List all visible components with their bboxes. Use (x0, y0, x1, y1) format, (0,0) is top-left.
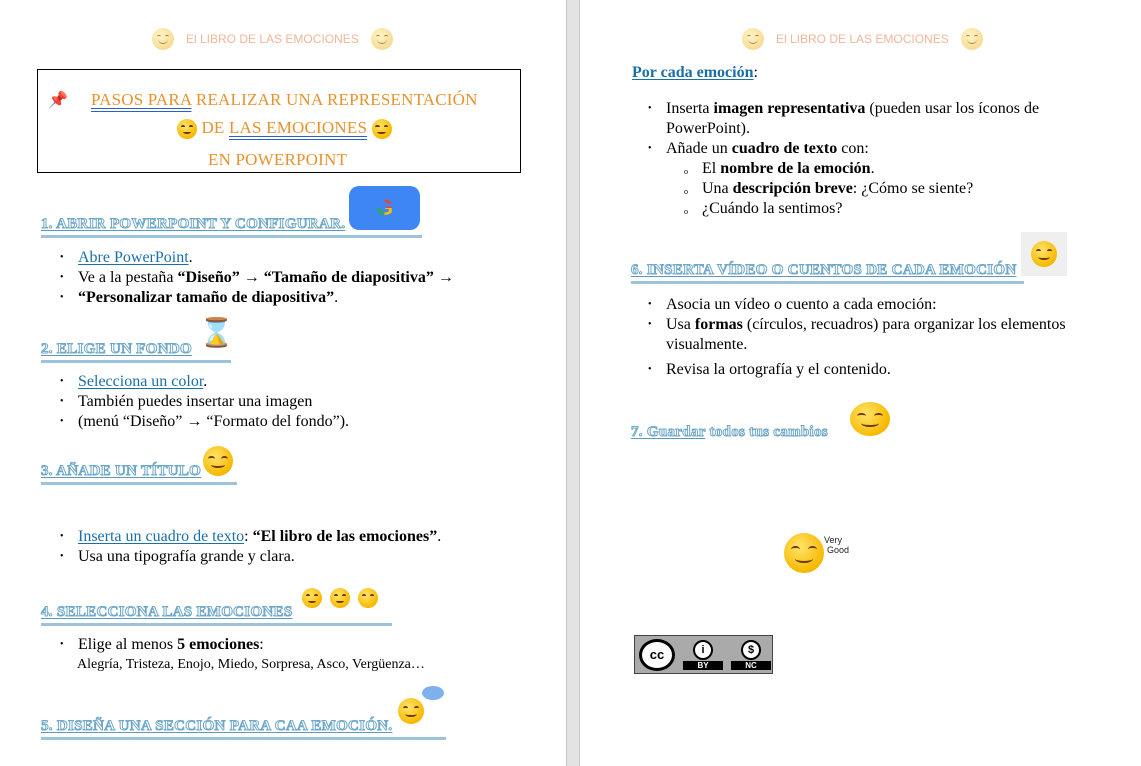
sub-list-item: o Una descripción breve: ¿Cómo se siente? (684, 179, 1098, 199)
surprised-face-icon (358, 588, 378, 608)
smiley-icon (961, 28, 983, 50)
por-cada-emocion-link[interactable]: Por cada emoción (632, 64, 754, 81)
section-heading-6: 6. INSERTA VÍDEO O CUENTOS DE CADA EMOCIÓN (631, 262, 1024, 284)
section-6-list (648, 295, 1118, 380)
list-item: • Inserta imagen representativa (pueden usar los íconos de PowerPoint). (648, 99, 1098, 139)
sub-list-item: o El nombre de la emoción. (684, 159, 1098, 179)
section-4-list (60, 635, 540, 675)
title-line-2: DE LAS EMOCIONES (177, 118, 392, 139)
selecciona-color-link[interactable]: Selecciona un color (78, 373, 204, 390)
list-item: • Inserta un cuadro de texto: “El libro de las emociones”. (60, 527, 540, 547)
hourglass-icon: ⌛ (199, 318, 234, 349)
running-header (742, 28, 983, 50)
cc-nc-icon: $ NC (731, 640, 771, 670)
list-item: • Abre PowerPoint. (60, 248, 540, 268)
list-item: • Añade un cuadro de texto con: o El nombre de la emoción. o Una descripción breve: ¿Cómo se siente? o ¿Cuándo la sentimos? (648, 139, 1098, 219)
section-heading-5: 5. DISEÑA UNA SECCIÓN PARA CAA EMOCIÓN. (41, 718, 446, 740)
section-2-list (60, 372, 540, 432)
section-3-list (60, 527, 540, 567)
list-item: • También puedes insertar una imagen (60, 392, 540, 412)
list-item: • “Personalizar tamaño de diapositiva”. (60, 288, 540, 308)
pushpin-icon: 📌 (48, 92, 68, 109)
relieved-face-icon (330, 588, 350, 608)
section-heading-1: 1. ABRIR POWERPOINT Y CONFIGURAR. (41, 216, 422, 238)
emotion-list: Alegría, Tristeza, Enojo, Miedo, Sorpresa, Asco, Vergüenza… (77, 657, 425, 672)
list-item: • Ve a la pestaña “Diseño” → “Tamaño de diapositiva” → (60, 268, 540, 288)
smiley-icon (742, 28, 764, 50)
abre-powerpoint-link[interactable]: Abre PowerPoint (78, 249, 189, 266)
very-good-label: Very Good (824, 535, 850, 555)
list-item: • Selecciona un color. (60, 372, 540, 392)
sub-list-item: o ¿Cuándo la sentimos? (684, 199, 1098, 219)
section-heading-7: 7. Guardar todos tus cambios (631, 424, 851, 446)
list-item: • Revisa la ortografía y el contenido. (648, 360, 1118, 380)
page-separator (566, 0, 580, 766)
emotion-section-list (648, 99, 1098, 219)
section-heading-3: 3. AÑADE UN TÍTULO (41, 463, 237, 485)
pleading-face-icon (302, 588, 322, 608)
smiley-icon (177, 119, 197, 139)
list-item: • (menú “Diseño” → “Formato del fondo”). (60, 412, 540, 432)
smiley-icon (371, 28, 393, 50)
thumbs-up-face-icon (850, 402, 890, 436)
smiley-icon (203, 446, 233, 476)
list-item: • Usa formas (círculos, recuadros) para organizar los elementos visualmente. (648, 315, 1118, 355)
section-heading-2: 2. ELIGE UN FONDO (41, 341, 231, 363)
section-1-list (60, 248, 540, 308)
running-header (152, 28, 393, 50)
title-box (37, 69, 521, 173)
smiley-icon (152, 28, 174, 50)
thinking-face-icon (398, 686, 446, 728)
winking-ok-face-icon (1021, 232, 1067, 276)
creative-commons-badge (634, 635, 773, 674)
title-line-1: PASOS PARA REALIZAR UNA REPRESENTACIÓN (91, 90, 478, 109)
inserta-cuadro-link[interactable]: Inserta un cuadro de texto (78, 528, 245, 545)
title-line-3: EN POWERPOINT (208, 150, 348, 169)
list-item: • Asocia un vídeo o cuento a cada emoción: (648, 295, 1118, 315)
document-page-left (0, 0, 566, 766)
cc-by-icon: i BY (683, 640, 723, 670)
very-good-smiley-icon (784, 533, 824, 573)
intro-line: Por cada emoción: (632, 64, 758, 81)
sub-list (684, 159, 1098, 219)
cc-icon: cc (639, 639, 675, 671)
google-apps-icon: G (349, 186, 420, 230)
list-item: • Elige al menos 5 emociones: (60, 635, 540, 655)
section-heading-4: 4. SELECCIONA LAS EMOCIONES (41, 604, 392, 626)
smiley-icon (372, 119, 392, 139)
emotion-faces-icon (302, 588, 378, 608)
running-header-text: El LIBRO DE LAS EMOCIONES (776, 32, 949, 46)
list-item: • Usa una tipografía grande y clara. (60, 547, 540, 567)
running-header-text: El LIBRO DE LAS EMOCIONES (186, 32, 359, 46)
